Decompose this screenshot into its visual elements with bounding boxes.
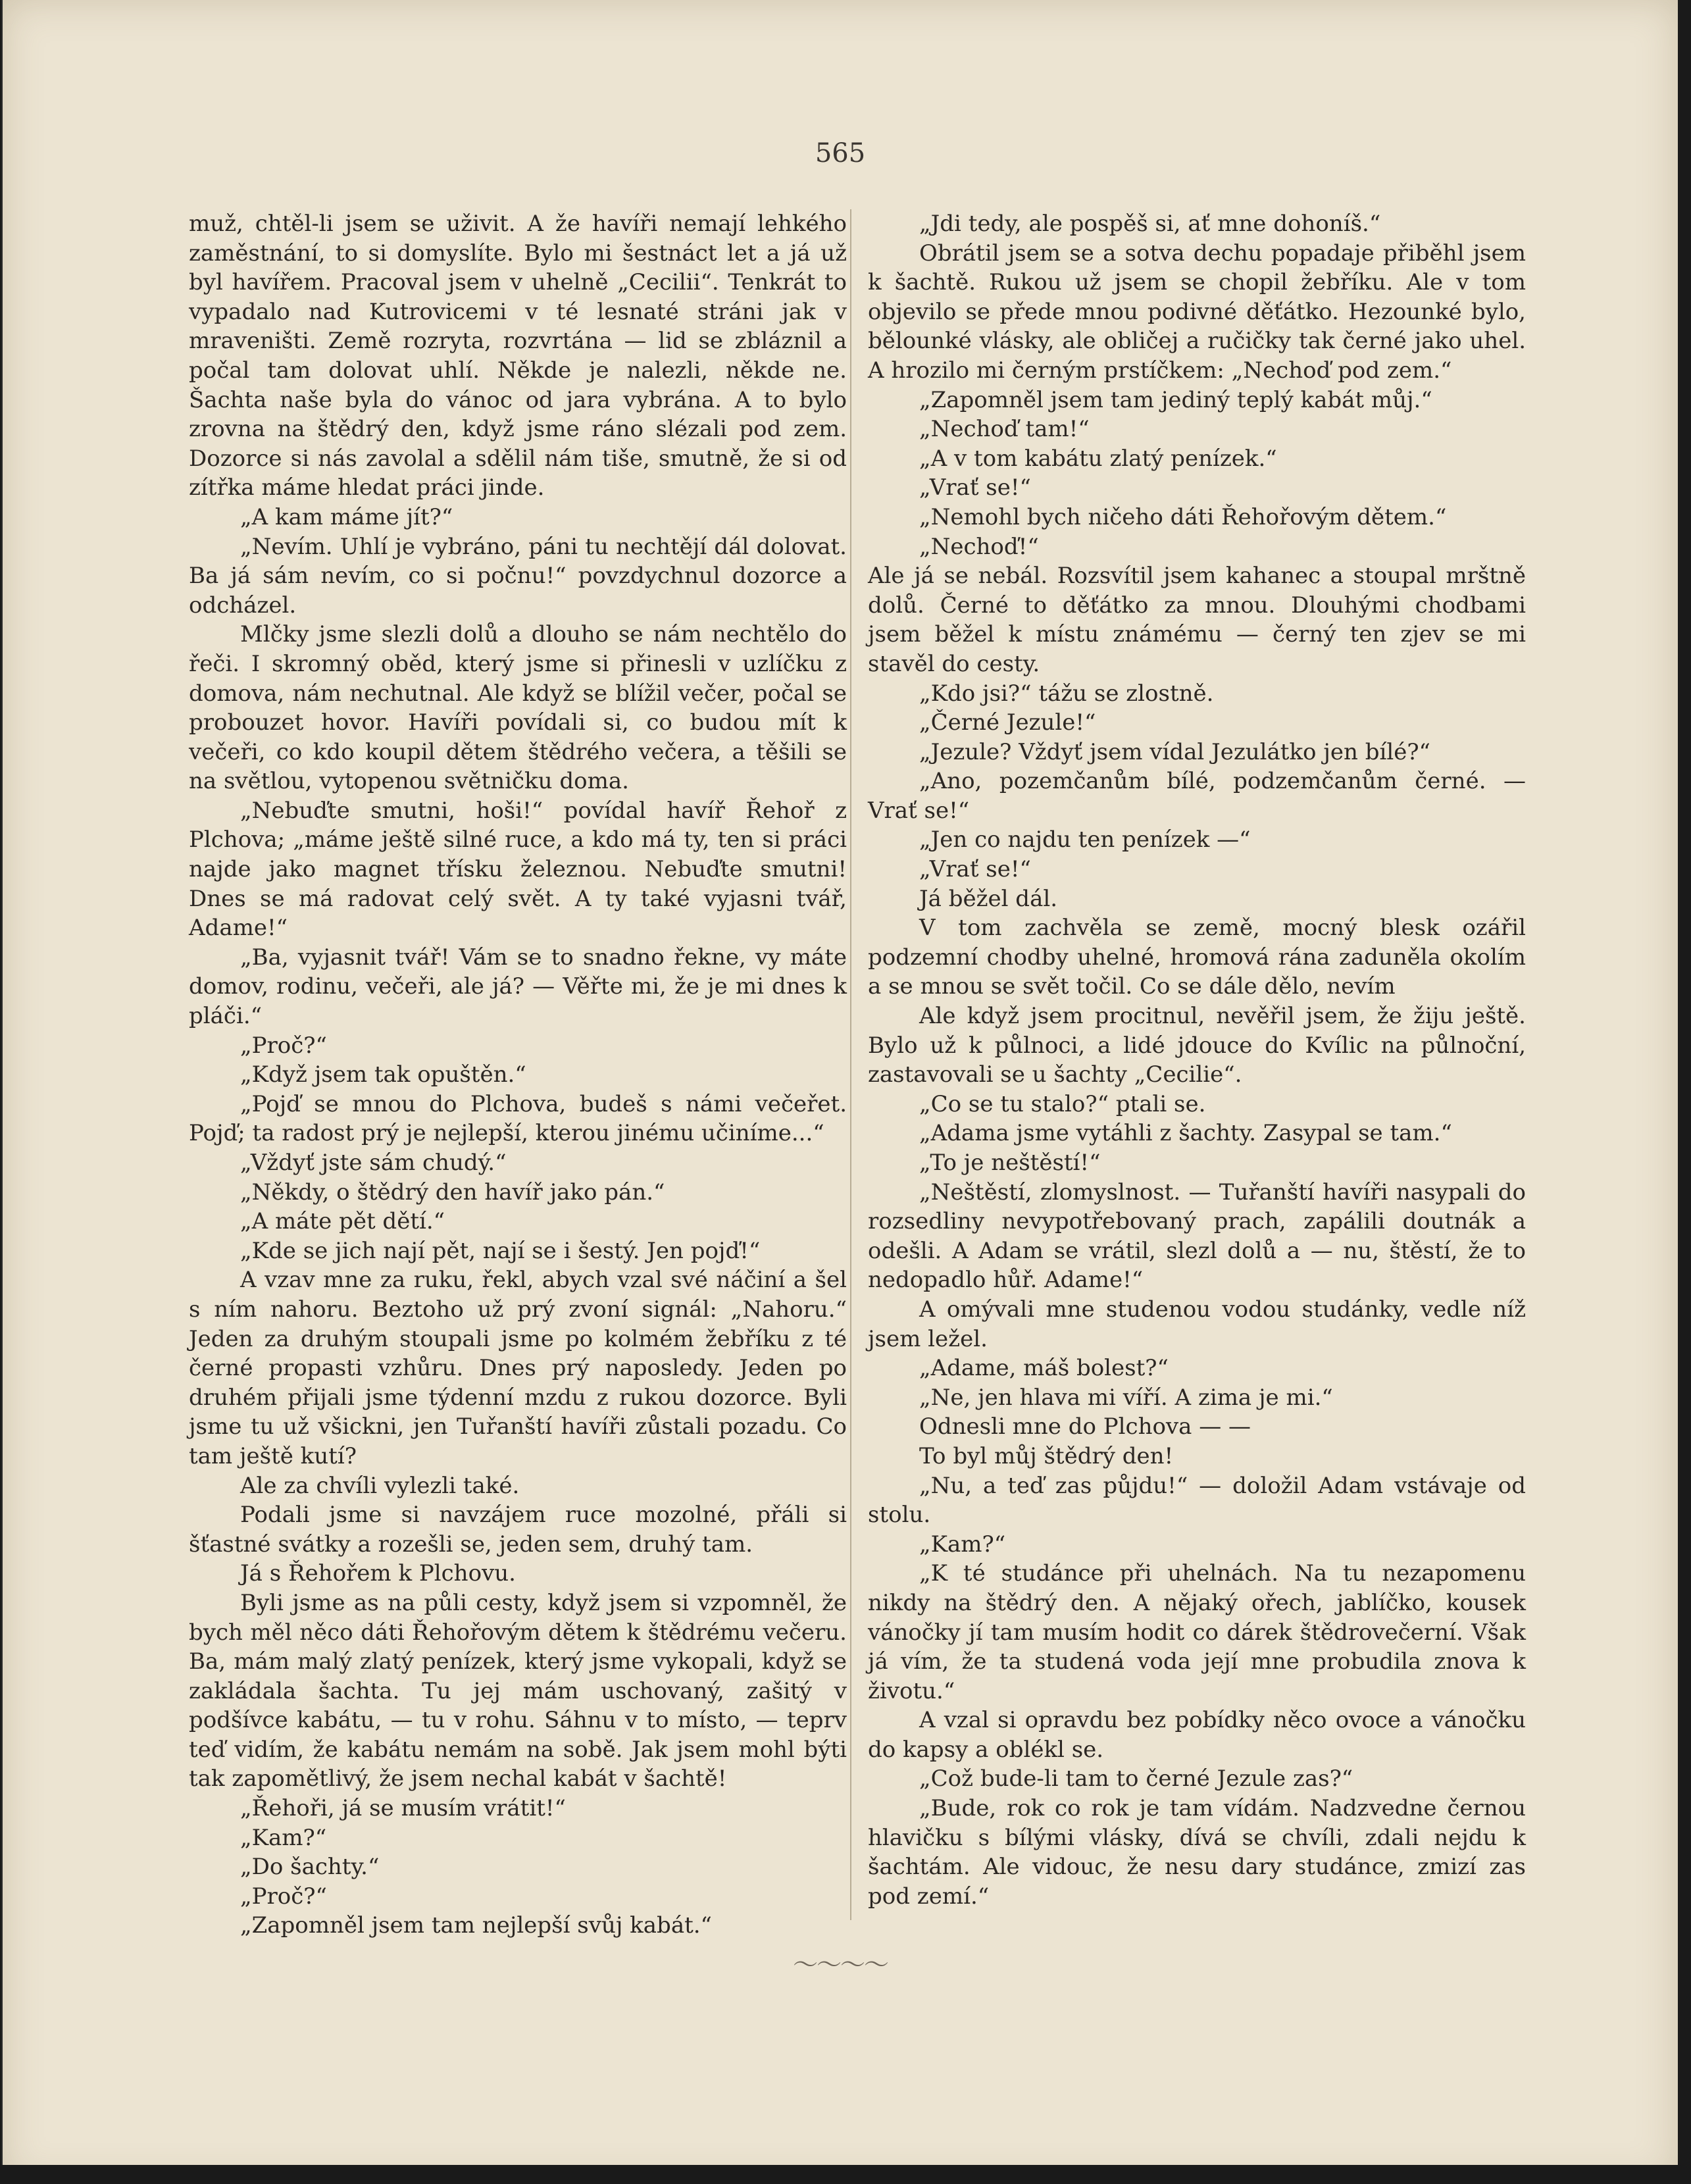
paragraph: „Nechoď!“ <box>919 533 1039 560</box>
paragraph: „Vždyť jste sám chudý.“ <box>240 1150 507 1176</box>
paragraph: A omývali mne studenou vodou studánky, vedle níž jsem ležel. <box>868 1296 1526 1352</box>
paragraph: „Do šachty.“ <box>240 1854 380 1881</box>
page-number: 565 <box>815 138 866 168</box>
paragraph: „Ano, pozemčanům bílé, podzemčanům černé. — Vrať se!“ <box>868 768 1526 824</box>
paragraph: muž, chtěl-li jsem se uživit. A že havíři nemají lehkého zaměstnání, to si domyslíte. Bylo mi šestnáct let a já už byl havířem. Pracoval jsem v uhelně „Cecilii“. Tenkrát to vypadalo nad Kutrovicemi v té lesnaté stráni jak v mraveništi. Země rozryta, rozvrtána — lid se zbláznil a počal tam dolovat uhlí. Někde je nalezli, někde ne. Šachta naše byla do vánoc od jara vybrána. A to bylo zrovna na štědrý den, když jsme ráno slézali pod zem. Dozorce si nás zavolal a sdělil nám tiše, smutně, že si od zítřka máme hledat práci jinde. <box>189 211 847 501</box>
paragraph: „Vrať se!“ <box>919 474 1031 501</box>
paragraph: „A v tom kabátu zlatý penízek.“ <box>919 445 1277 472</box>
paragraph: Ale když jsem procitnul, nevěřil jsem, že žiju ještě. Bylo už k půlnoci, a lidé jdouce do Kvílic na půlnoční, zastavovali se u šachty „Cecilie“. <box>868 1003 1526 1088</box>
paragraph: „Jdi tedy, ale pospěš si, ať mne dohoníš.“ <box>919 211 1381 237</box>
paragraph: „Jezule? Vždyť jsem vídal Jezulátko jen bílé?“ <box>919 738 1430 765</box>
paragraph: „Adama jsme vytáhli z šachty. Zasypal se tam.“ <box>919 1120 1452 1147</box>
paragraph: „Proč?“ <box>240 1032 327 1059</box>
paragraph: „Vrať se!“ <box>919 856 1031 883</box>
paragraph: V tom zachvěla se země, mocný blesk ozářil podzemní chodby uhelné, hromová rána zaduněla okolím a se mnou se svět točil. Co se dále dělo, nevím <box>868 915 1526 1000</box>
paragraph: „Pojď se mnou do Plchova, budeš s námi večeřet. Pojď; ta radost prý je nejlepší, kterou jinému učiníme...“ <box>189 1090 847 1147</box>
paragraph: „K té studánce při uhelnách. Na tu nezapomenu nikdy na štědrý den. A nějaký ořech, jablíčko, kousek vánočky jí tam musím hodit co dárek štědrovečerní. Však já vím, že ta studená voda její mne probudila znova k životu.“ <box>868 1560 1526 1704</box>
paragraph: „A kam máme jít?“ <box>240 503 453 530</box>
paragraph: Odnesli mne do Plchova — — <box>919 1413 1251 1440</box>
paragraph: „Což bude-li tam to černé Jezule zas?“ <box>919 1765 1353 1792</box>
right-column <box>868 209 1526 1911</box>
paragraph: Mlčky jsme slezli dolů a dlouho se nám nechtělo do řeči. I skromný oběd, který jsme si přinesli v uzlíčku z domova, nám nechutnal. Ale když se blížil večer, počal se probouzet hovor. Havíři povídali si, co budou mít k večeři, co kdo koupil dětem štědrého večera, a těšili se na světlou, vytopenou světničku doma. <box>189 621 847 795</box>
paragraph: „Zapomněl jsem tam nejlepší svůj kabát.“ <box>240 1912 712 1939</box>
paragraph: Obrátil jsem se a sotva dechu popadaje přiběhl jsem k šachtě. Rukou už jsem se chopil žebříku. Ale v tom objevilo se přede mnou podivné děťátko. Hezounké bylo, bělounké vlásky, ale obličej a ručičky tak černé jako uhel. A hrozilo mi černým prstíčkem: „Nechoď pod zem.“ <box>868 240 1526 384</box>
paragraph: „Ba, vyjasnit tvář! Vám se to snadno řekne, vy máte domov, rodinu, večeři, ale já? — Věřte mi, že je mi dnes k pláči.“ <box>189 944 847 1030</box>
left-column <box>189 209 847 1941</box>
paragraph: „Nevím. Uhlí je vybráno, páni tu nechtějí dál dolovat. Ba já sám nevím, co si počnu!“ povzdychnul dozorce a odcházel. <box>189 533 847 619</box>
paragraph: Já s Řehořem k Plchovu. <box>240 1560 516 1587</box>
paragraph: Byli jsme as na půli cesty, když jsem si vzpomněl, že bych měl něco dáti Řehořovým dětem k štědrému večeru. Ba, mám malý zlatý penízek, který jsme vykopali, když se zakládala šachta. Tu jej mám uschovaný, zašitý v podšívce kabátu, — tu v rohu. Sáhnu v to místo, — teprv teď vidím, že kabátu nemám na sobě. Jak jsem mohl býti tak zapomětlivý, že jsem nechal kabát v šachtě! <box>189 1589 847 1792</box>
paragraph: „Bude, rok co rok je tam vídám. Nadzvedne černou hlavičku s bílými vlásky, dívá se chvíli, zdali nejdu k šachtám. Ale vidouc, že nesu dary studánce, zmizí zas pod zemí.“ <box>868 1795 1526 1910</box>
paragraph: „Kdo jsi?“ tážu se zlostně. <box>919 680 1214 707</box>
paragraph: „Řehoři, já se musím vrátit!“ <box>240 1795 566 1822</box>
paragraph: „Proč?“ <box>240 1883 327 1910</box>
paragraph: Podali jsme si navzájem ruce mozolné, přáli si šťastné svátky a rozešli se, jeden sem, druhý tam. <box>189 1502 847 1558</box>
paragraph: „Nebuďte smutni, hoši!“ povídal havíř Řehoř z Plchova; „máme ještě silné ruce, a kdo má ty, ten si práci najde jako magnet třísku železnou. Nebuďte smutni! Dnes se má radovat celý svět. A ty také vyjasni tvář, Adame!“ <box>189 797 847 942</box>
paragraph: „Nu, a teď zas půjdu!“ — doložil Adam vstávaje od stolu. <box>868 1472 1526 1529</box>
paragraph: A vzav mne za ruku, řekl, abych vzal své náčiní a šel s ním nahoru. Beztoho už prý zvoní signál: „Nahoru.“ Jeden za druhým stoupali jsme po kolmém žebříku z té černé propasti vzhůru. Dnes prý naposledy. Jeden po druhém přijali jsme týdenní mzdu z rukou dozorce. Byli jsme tu už všickni, jen Tuřanští havíři zůstali pozadu. Co tam ještě kutí? <box>189 1267 847 1469</box>
paragraph: „Kam?“ <box>240 1824 327 1851</box>
paragraph: Ale za chvíli vylezli také. <box>240 1472 520 1499</box>
paragraph: „Neštěstí, zlomyslnost. — Tuřanští havíři nasypali do rozsedliny nevypotřebovaný prach, zapálili doutnák a odešli. A Adam se vrátil, slezl dolů a — nu, štěstí, že to nedopadlo hůř. Adame!“ <box>868 1179 1526 1294</box>
tail-ornament: 〜〜〜〜 <box>792 1950 888 1979</box>
paragraph: „Nemohl bych ničeho dáti Řehořovým dětem.“ <box>919 503 1447 530</box>
paragraph: „To je neštěstí!“ <box>919 1150 1101 1176</box>
column-divider <box>850 209 851 1920</box>
paragraph: „Co se tu stalo?“ ptali se. <box>919 1090 1206 1117</box>
paragraph: To byl můj štědrý den! <box>919 1442 1174 1469</box>
paragraph: „Jen co najdu ten penízek —“ <box>919 826 1251 853</box>
paragraph: „Když jsem tak opuštěn.“ <box>240 1061 526 1088</box>
paragraph: „Zapomněl jsem tam jediný teplý kabát můj.“ <box>919 386 1432 413</box>
paragraph: „Kam?“ <box>919 1531 1006 1558</box>
scan-bottom-edge <box>0 2165 1691 2184</box>
paragraph: „A máte pět dětí.“ <box>240 1208 445 1235</box>
paragraph: Ale já se nebál. Rozsvítil jsem kahanec a stoupal mrštně dolů. Černé to děťátko za mnou. Dlouhými chodbami jsem běžel k místu známému — černý ten zjev se mi stavěl do cesty. <box>868 563 1526 677</box>
book-page <box>3 0 1678 2184</box>
paragraph: „Adame, máš bolest?“ <box>919 1355 1169 1382</box>
paragraph: „Černé Jezule!“ <box>919 709 1096 736</box>
paragraph: „Nechoď tam!“ <box>919 416 1090 443</box>
paragraph: Já běžel dál. <box>919 885 1058 912</box>
paragraph: A vzal si opravdu bez pobídky něco ovoce a vánočku do kapsy a oblékl se. <box>868 1707 1526 1763</box>
paragraph: „Ne, jen hlava mi víří. A zima je mi.“ <box>919 1384 1333 1411</box>
paragraph: „Někdy, o štědrý den havíř jako pán.“ <box>240 1179 665 1206</box>
paragraph: „Kde se jich nají pět, nají se i šestý. Jen pojď!“ <box>240 1237 761 1264</box>
